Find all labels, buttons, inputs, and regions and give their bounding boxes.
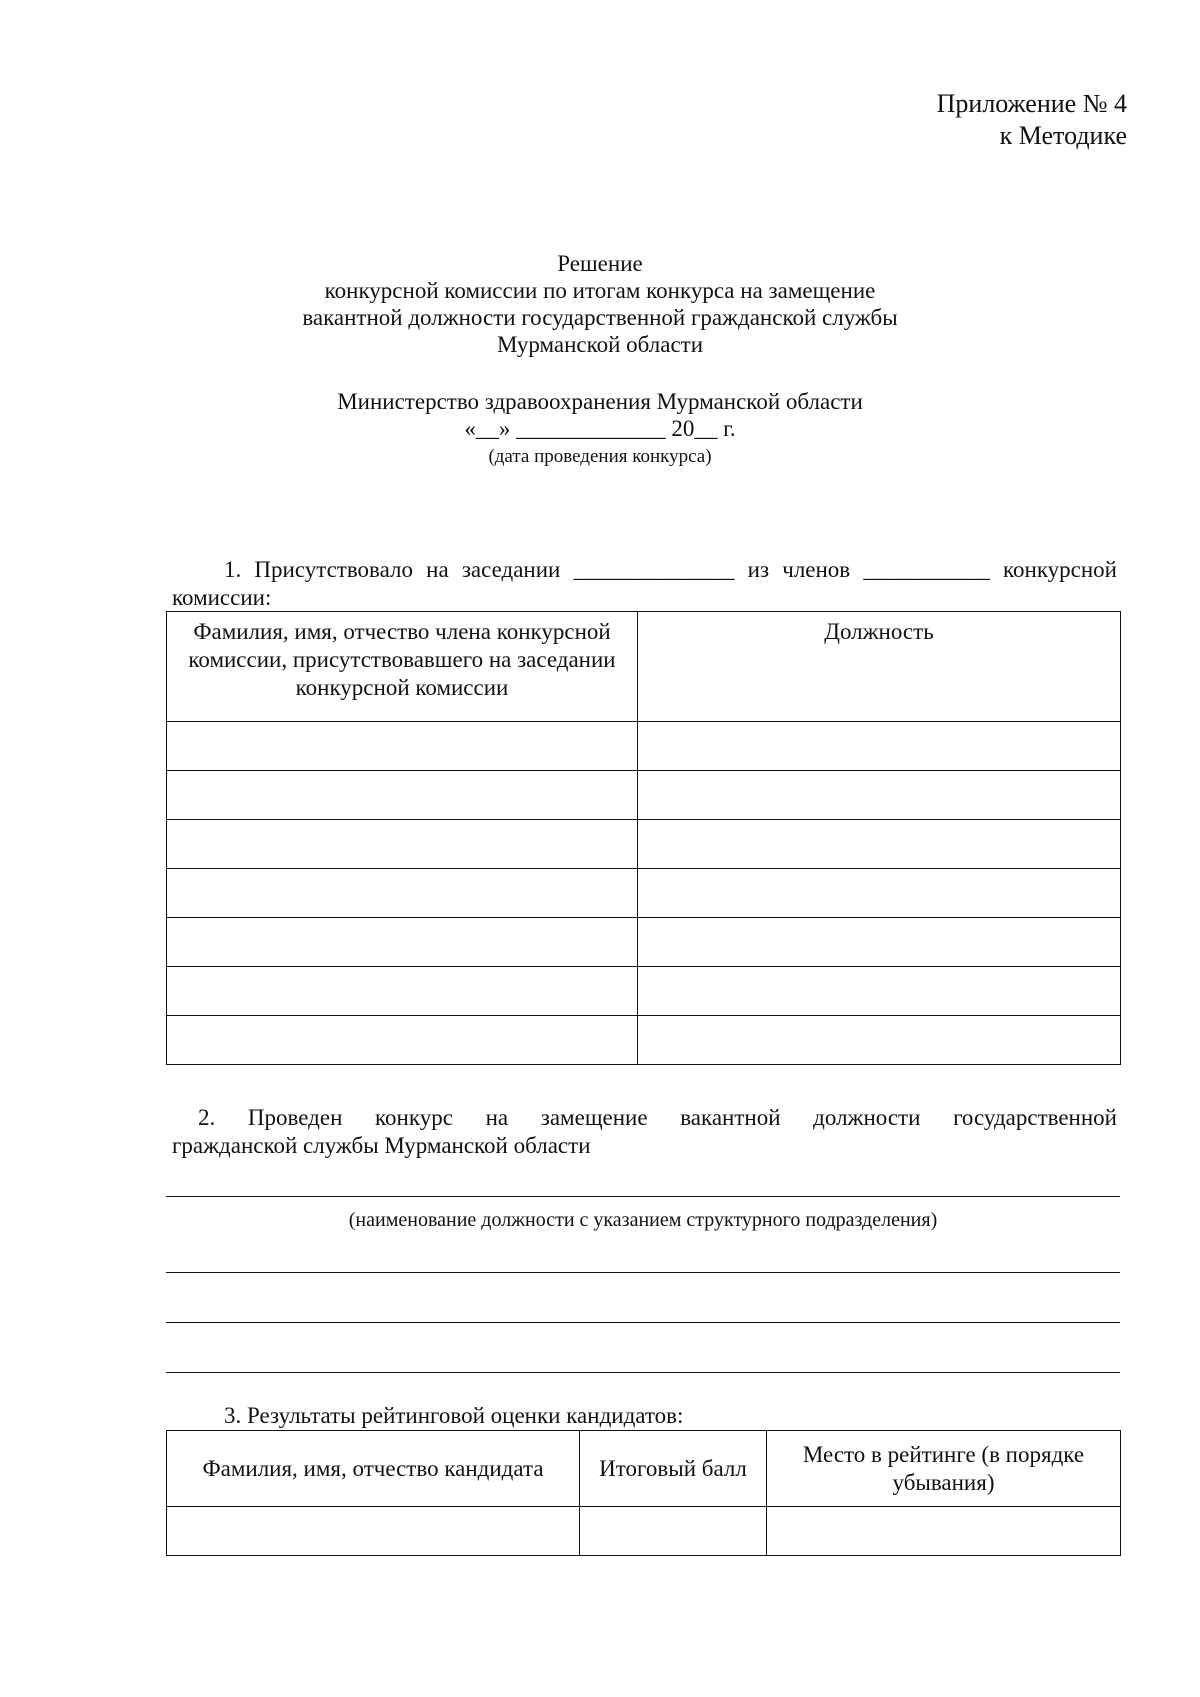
section-3-heading: 3. Результаты рейтинговой оценки кандидатов: [224, 1403, 684, 1428]
section-1-line-1: 1. Присутствовало на заседании ______________ из членов ___________ конкурсной [224, 557, 1117, 582]
header-rating-place: Место в рейтинге (в порядке убывания) [767, 1431, 1121, 1507]
ministry-block [0, 388, 1200, 442]
table-row [167, 771, 1121, 820]
title-line-4: Мурманской области [496, 332, 704, 357]
title-line-1: Решение [557, 251, 643, 276]
member-position-cell[interactable] [638, 967, 1121, 1016]
header-member-name: Фамилия, имя, отчество члена конкурсной комиссии, присутствовавшего на заседании конкурсной комиссии [167, 612, 638, 722]
header-final-score: Итоговый балл [580, 1431, 767, 1507]
member-position-cell[interactable] [638, 918, 1121, 967]
title-line-3: вакантной должности государственной гражданской службы [302, 305, 898, 330]
blank-fill-line[interactable] [166, 1372, 1120, 1373]
section-1-line-2: комиссии: [172, 585, 272, 610]
table-row [167, 869, 1121, 918]
table-row [167, 918, 1121, 967]
section-2-text [172, 1104, 1117, 1160]
table-row [167, 820, 1121, 869]
candidate-name-cell[interactable] [167, 1507, 580, 1556]
member-position-cell[interactable] [638, 1016, 1121, 1065]
section-1-text [172, 556, 1117, 612]
blank-fill-line[interactable] [166, 1322, 1120, 1323]
member-name-cell[interactable] [167, 771, 638, 820]
member-position-cell[interactable] [638, 771, 1121, 820]
member-position-cell[interactable] [638, 722, 1121, 771]
rating-place-cell[interactable] [767, 1507, 1121, 1556]
member-name-cell[interactable] [167, 918, 638, 967]
title-line-2: конкурсной комиссии по итогам конкурса на замещение [324, 278, 876, 303]
appendix-reference: к Методике [999, 121, 1127, 150]
header-candidate-name: Фамилия, имя, отчество кандидата [167, 1431, 580, 1507]
member-position-cell[interactable] [638, 820, 1121, 869]
document-title [0, 250, 1200, 358]
section-2-line-2: гражданской службы Мурманской области [172, 1133, 591, 1158]
members-table [166, 611, 1121, 1065]
date-caption: (дата проведения конкурса) [488, 446, 712, 467]
member-position-cell[interactable] [638, 869, 1121, 918]
table-row [167, 1507, 1121, 1556]
final-score-cell[interactable] [580, 1507, 767, 1556]
appendix-header [937, 88, 1127, 152]
section-2-line-1: 2. Проведен конкурс на замещение вакантной должности государственной [198, 1105, 1117, 1130]
appendix-number: Приложение № 4 [936, 89, 1127, 118]
member-name-cell[interactable] [167, 722, 638, 771]
rating-table-header [167, 1431, 1121, 1507]
position-caption: (наименование должности с указанием структурного подразделения) [348, 1209, 938, 1231]
position-fill-line[interactable] [166, 1196, 1120, 1197]
date-field: «__» _____________ 20__ г. [464, 416, 736, 441]
ministry-name: Министерство здравоохранения Мурманской области [337, 389, 863, 414]
member-name-cell[interactable] [167, 820, 638, 869]
members-table-header [167, 612, 1121, 722]
rating-table [166, 1430, 1121, 1556]
member-name-cell[interactable] [167, 869, 638, 918]
member-name-cell[interactable] [167, 1016, 638, 1065]
table-row [167, 967, 1121, 1016]
header-position: Должность [638, 612, 1121, 722]
table-row [167, 722, 1121, 771]
blank-fill-line[interactable] [166, 1272, 1120, 1273]
member-name-cell[interactable] [167, 967, 638, 1016]
table-row [167, 1016, 1121, 1065]
